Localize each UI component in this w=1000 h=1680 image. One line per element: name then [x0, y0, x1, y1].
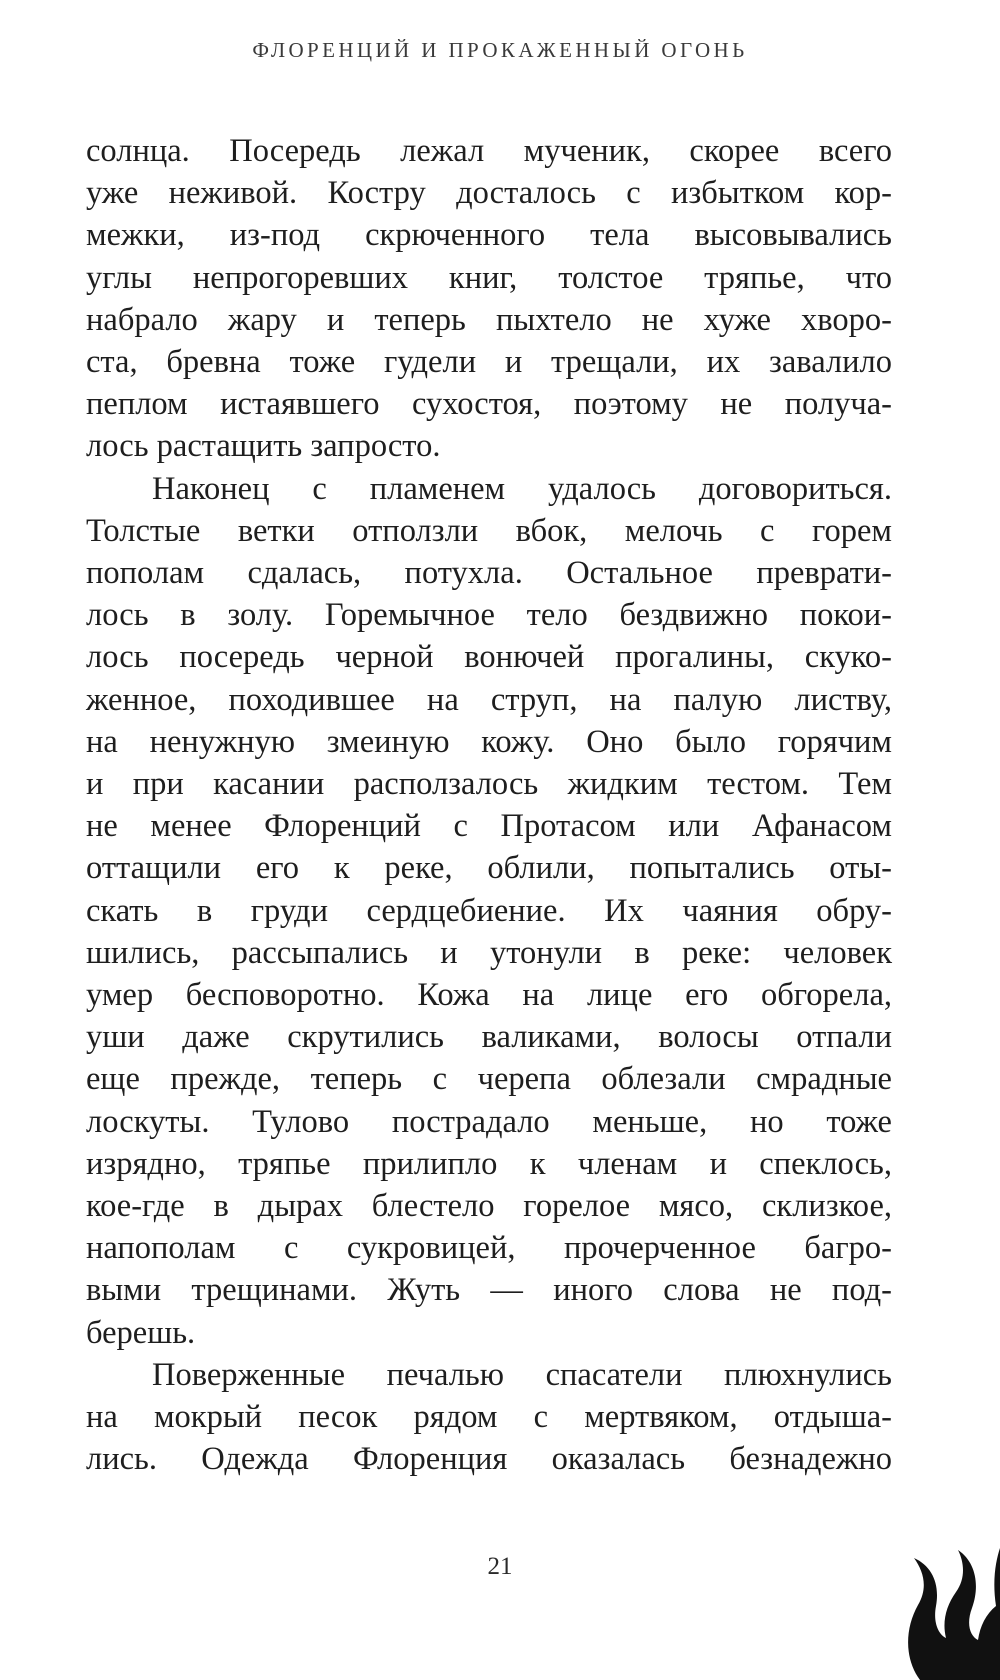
- text-line: лось растащить запросто.: [86, 428, 441, 465]
- body-text: [86, 130, 892, 1481]
- text-line: уже неживой. Костру досталось с избытком кор-: [86, 175, 892, 212]
- text-line: изрядно, тряпье прилипло к членам и спеклось,: [86, 1145, 892, 1182]
- text-line: кое-где в дырах блестело горелое мясо, склизкое,: [86, 1188, 892, 1225]
- text-line: шились, рассыпались и утонули в реке: человек: [86, 934, 892, 971]
- running-title: ФЛОРЕНЦИЙ И ПРОКАЖЕННЫЙ ОГОНЬ: [252, 38, 748, 62]
- page-number: 21: [487, 1553, 513, 1580]
- text-line: Поверженные печалью спасатели плюхнулись: [152, 1356, 892, 1393]
- text-line: межки, из-под скрюченного тела высовывались: [86, 217, 892, 254]
- text-line: на ненужную змеиную кожу. Оно было горячим: [86, 723, 892, 760]
- paragraph-3: [86, 1354, 892, 1481]
- text-line: солнца. Посередь лежал мученик, скорее всего: [86, 133, 892, 169]
- text-line: лось посередь черной вонючей прогалины, скуко-: [86, 639, 892, 676]
- text-line: и при касании расползалось жидким тестом. Тем: [86, 766, 892, 803]
- text-line: лось в золу. Горемычное тело бездвижно покои-: [86, 597, 892, 634]
- text-line: углы непрогоревших книг, толстое тряпье, что: [86, 259, 892, 296]
- text-line: ста, бревна тоже гудели и трещали, их завалило: [86, 344, 892, 381]
- text-line: берешь.: [86, 1314, 196, 1351]
- text-line: пополам сдалась, потухла. Остальное преврати-: [86, 555, 892, 592]
- text-line: выми трещинами. Жуть — иного слова не под-: [86, 1272, 892, 1309]
- text-line: еще прежде, теперь с черепа облезали смрадные: [86, 1061, 892, 1098]
- paragraph-2: [86, 468, 892, 1354]
- text-line: женное, походившее на струп, на палую листву,: [86, 681, 892, 718]
- paragraph-1: [86, 130, 892, 468]
- text-line: Наконец с пламенем удалось договориться.: [152, 470, 892, 507]
- text-line: оттащили его к реке, облили, попытались оты-: [86, 850, 892, 887]
- text-line: на мокрый песок рядом с мертвяком, отдыша-: [86, 1399, 892, 1436]
- text-line: умер бесповоротно. Кожа на лице его обгорела,: [86, 977, 892, 1014]
- text-line: пеплом истаявшего сухостоя, поэтому не получа-: [86, 386, 892, 423]
- text-line: набрало жару и теперь пыхтело не хуже хворо-: [86, 301, 892, 338]
- text-line: скать в груди сердцебиение. Их чаяния обру-: [86, 892, 892, 929]
- text-line: напополам с сукровицей, прочерченное багро-: [86, 1230, 892, 1267]
- text-line: уши даже скрутились валиками, волосы отпали: [86, 1019, 892, 1056]
- text-line: не менее Флоренций с Протасом или Афанасом: [86, 808, 892, 845]
- text-line: лись. Одежда Флоренция оказалась безнадежно: [86, 1441, 892, 1478]
- text-line: лоскуты. Тулово пострадало меньше, но тоже: [86, 1103, 892, 1140]
- flame-icon: [900, 1510, 1000, 1680]
- text-line: Толстые ветки отползли вбок, мелочь с горем: [86, 512, 892, 549]
